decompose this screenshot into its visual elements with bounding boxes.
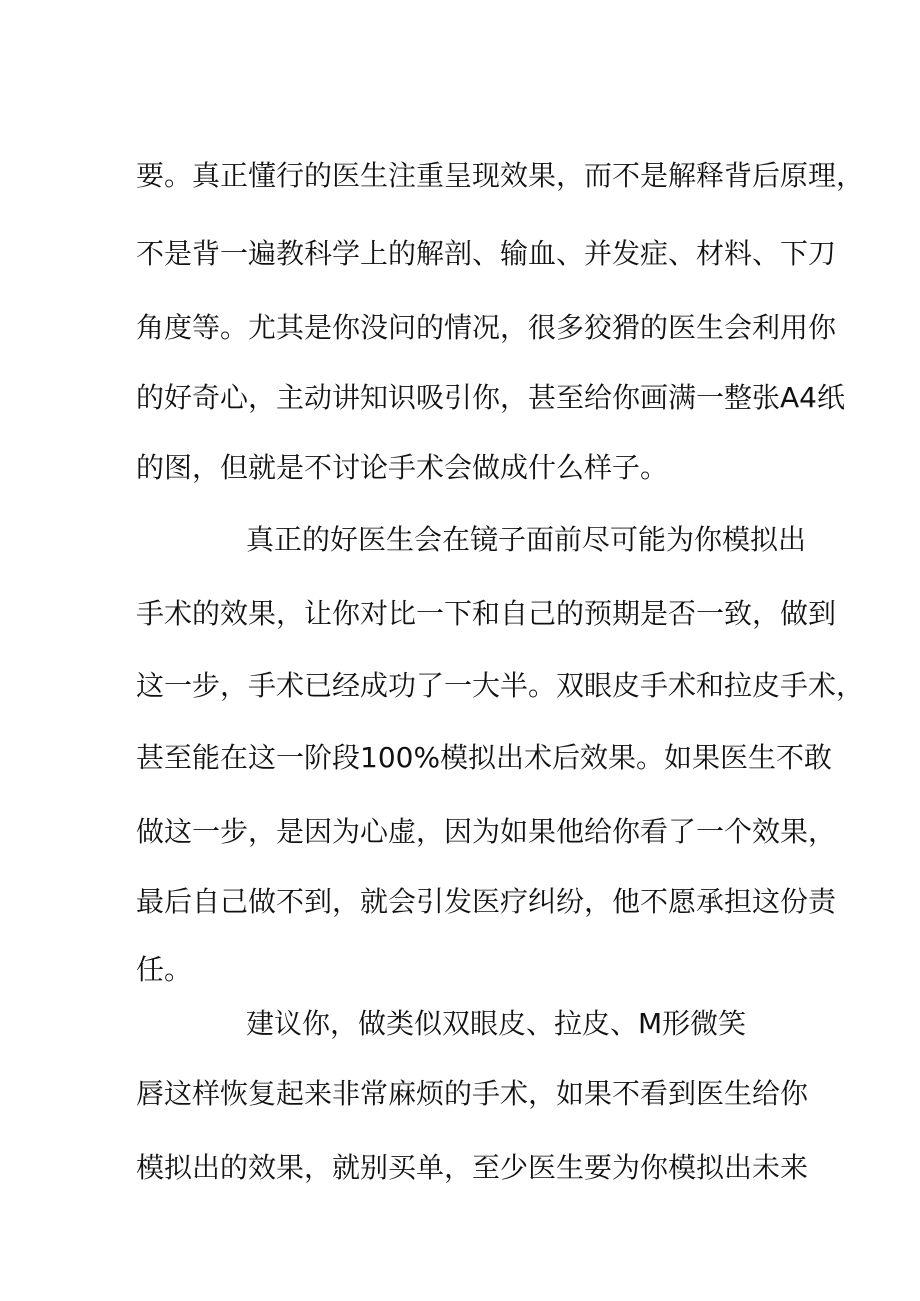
text-line: 要。真正懂行的医生注重呈现效果，而不是解释背后原理， bbox=[136, 159, 865, 192]
paragraph-start-line: 建议你，做类似双眼皮、拉皮、M形微笑 bbox=[246, 1007, 747, 1040]
text-line: 角度等。尤其是你没问的情况，很多狡猾的医生会利用你 bbox=[136, 311, 837, 344]
paragraph-start-line: 真正的好医生会在镜子面前尽可能为你模拟出 bbox=[246, 523, 807, 556]
text-line: 甚至能在这一阶段100%模拟出术后效果。如果医生不敢 bbox=[136, 741, 833, 774]
text-line: 不是背一遍教科学上的解剖、输血、并发症、材料、下刀 bbox=[136, 237, 837, 270]
text-line: 任。 bbox=[136, 953, 193, 986]
text-line: 做这一步，是因为心虚，因为如果他给你看了一个效果， bbox=[136, 815, 837, 848]
text-line: 最后自己做不到，就会引发医疗纠纷，他不愿承担这份责 bbox=[136, 885, 837, 918]
text-line: 唇这样恢复起来非常麻烦的手术，如果不看到医生给你 bbox=[136, 1077, 809, 1110]
text-line: 这一步，手术已经成功了一大半。双眼皮手术和拉皮手术， bbox=[136, 669, 865, 702]
text-line: 的好奇心，主动讲知识吸引你，甚至给你画满一整张A4纸 bbox=[136, 381, 845, 414]
text-line: 模拟出的效果，就别买单，至少医生要为你模拟出未来 bbox=[136, 1151, 809, 1184]
text-line: 手术的效果，让你对比一下和自己的预期是否一致，做到 bbox=[136, 597, 837, 630]
text-line: 的图，但就是不讨论手术会做成什么样子。 bbox=[136, 451, 669, 484]
